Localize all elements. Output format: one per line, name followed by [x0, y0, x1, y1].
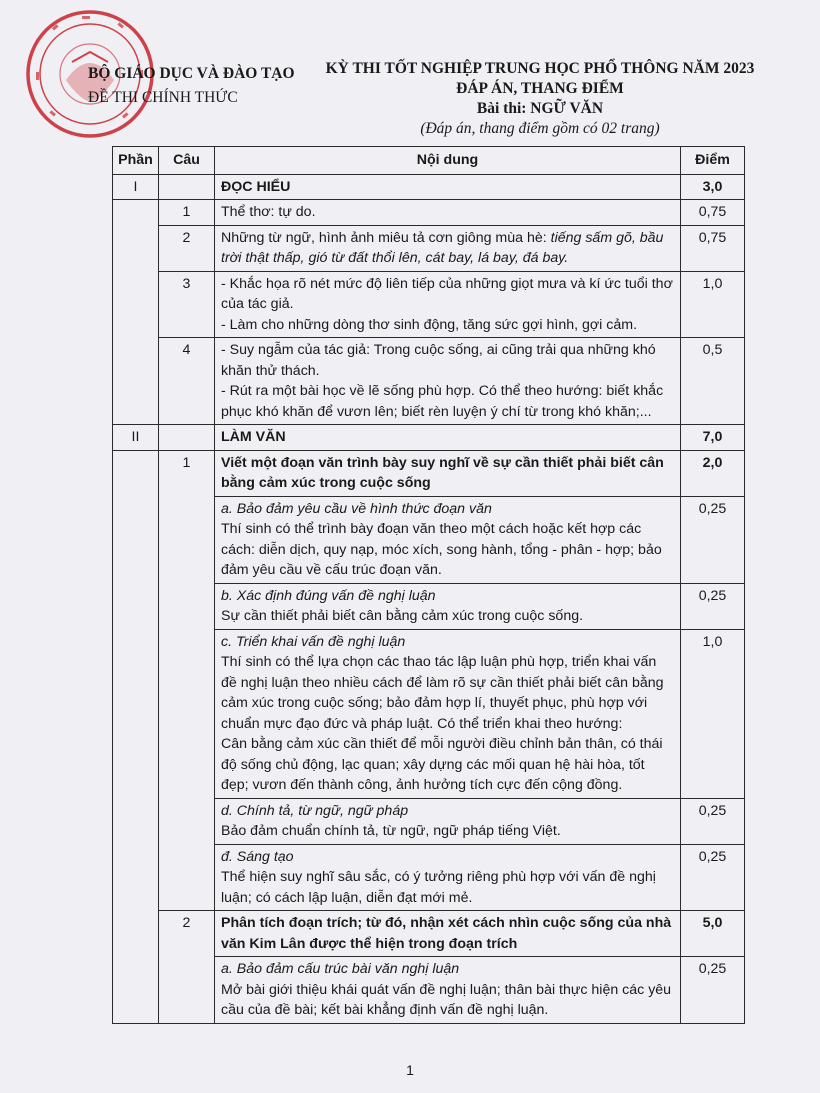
part-score: 7,0 — [681, 425, 745, 451]
criterion-score: 0,25 — [681, 583, 745, 629]
answer-title: ĐÁP ÁN, THANG ĐIỂM — [456, 80, 624, 97]
part-title: LÀM VĂN — [215, 425, 681, 451]
answer-text: Thể thơ: tự do. — [215, 200, 681, 226]
criterion-score: 0,25 — [681, 496, 745, 583]
criterion-heading: c. Triển khai vấn đề nghị luận — [221, 633, 406, 650]
part-number: I — [113, 174, 159, 200]
answer-line: - Rút ra một bài học về lẽ sống phù hợp. Có thể theo hướng: biết khắc phục khó khăn để vươn lên; biết rèn luyện ý chí từ trong khó khăn;... — [221, 383, 664, 420]
criterion-score: 0,25 — [681, 798, 745, 844]
criterion-body: Cân bằng cảm xúc cần thiết để mỗi người điều chỉnh bản thân, có thái độ sống chủ động, lạc quan; xây dựng các mối quan hệ hài hòa, tốt đẹp; vươn đến thành công, ảnh hưởng tích cực đến cộng đồng. — [221, 736, 663, 793]
question-number: 1 — [159, 450, 215, 911]
answer-line: - Suy ngẫm của tác giả: Trong cuộc sống, ai cũng trải qua những khó khăn thử thách. — [221, 342, 656, 379]
criterion-score: 0,25 — [681, 844, 745, 911]
empty-cell — [159, 425, 215, 451]
answer-cell — [215, 338, 681, 425]
answer-score: 0,75 — [681, 225, 745, 271]
criterion-score: 1,0 — [681, 629, 745, 798]
part-number: II — [113, 425, 159, 451]
question-number: 2 — [159, 225, 215, 271]
question-number: 2 — [159, 911, 215, 1024]
criterion-heading: b. Xác định đúng vấn đề nghị luận — [221, 587, 436, 604]
table-row — [113, 338, 745, 425]
answer-cell — [215, 225, 681, 271]
criterion-body: Thí sinh có thể trình bày đoạn văn theo một cách hoặc kết hợp các cách: diễn dịch, quy nạp, móc xích, song hành, tổng - phân - hợp; bảo đảm yêu cầu về cấu trúc đoạn văn. — [221, 521, 662, 578]
header-phan: Phần — [113, 147, 159, 175]
answer-score: 1,0 — [681, 271, 745, 338]
criterion-body: Thí sinh có thể lựa chọn các thao tác lập luận phù hợp, triển khai vấn đề nghị luận theo nhiều cách để làm rõ sự cần thiết phải biết cân bằng cảm xúc trong cuộc sống; bảo đảm hợp lí, thuyết phục, phù hợp với chuẩn mực đạo đức và pháp luật. Có thể triển khai theo hướng: — [221, 654, 664, 732]
question-score: 5,0 — [681, 911, 745, 957]
ministry-name: BỘ GIÁO DỤC VÀ ĐÀO TẠO — [88, 65, 295, 82]
exam-title: KỲ THI TỐT NGHIỆP TRUNG HỌC PHỔ THÔNG NĂM 2023 — [325, 60, 755, 77]
question-number: 4 — [159, 338, 215, 425]
question-title: Phân tích đoạn trích; từ đó, nhận xét cách nhìn cuộc sống của nhà văn Kim Lân được thể hiện trong đoạn trích — [215, 911, 681, 957]
criterion-heading: đ. Sáng tạo — [221, 848, 294, 865]
criterion-cell — [215, 798, 681, 844]
table-row — [113, 911, 745, 957]
subject-label: Bài thi: NGỮ VĂN — [476, 100, 604, 117]
part-title: ĐỌC HIỂU — [215, 174, 681, 200]
criterion-body: Bảo đảm chuẩn chính tả, từ ngữ, ngữ pháp tiếng Việt. — [221, 823, 561, 839]
table-row — [113, 271, 745, 338]
answer-table — [112, 146, 745, 1024]
answer-cell — [215, 271, 681, 338]
part-score: 3,0 — [681, 174, 745, 200]
criterion-cell — [215, 583, 681, 629]
answer-score: 0,75 — [681, 200, 745, 226]
question-number: 1 — [159, 200, 215, 226]
answer-score: 0,5 — [681, 338, 745, 425]
criterion-cell — [215, 629, 681, 798]
header-diem: Điểm — [681, 147, 745, 175]
official-exam-label: ĐỀ THI CHÍNH THỨC — [88, 89, 238, 106]
criterion-cell — [215, 844, 681, 911]
header-cau: Câu — [159, 147, 215, 175]
header-noidung: Nội dung — [215, 147, 681, 175]
table-row — [113, 200, 745, 226]
header-right — [320, 59, 760, 139]
question-title: Viết một đoạn văn trình bày suy nghĩ về sự cần thiết phải biết cân bằng cảm xúc trong cuộc sống — [215, 450, 681, 496]
criterion-cell — [215, 496, 681, 583]
table-header-row — [113, 147, 745, 175]
table-row — [113, 425, 745, 451]
empty-cell — [113, 450, 159, 1023]
empty-cell — [159, 174, 215, 200]
criterion-body: Thể hiện suy nghĩ sâu sắc, có ý tưởng riêng phù hợp với vấn đề nghị luận; có cách lập luận, diễn đạt mới mẻ. — [221, 869, 656, 906]
empty-cell — [113, 200, 159, 425]
page-count-note: (Đáp án, thang điểm gồm có 02 trang) — [420, 120, 660, 137]
criterion-heading: a. Bảo đảm yêu cầu về hình thức đoạn văn — [221, 500, 492, 517]
criterion-body: Sự cần thiết phải biết cân bằng cảm xúc trong cuộc sống. — [221, 608, 584, 624]
question-score: 2,0 — [681, 450, 745, 496]
table-row — [113, 450, 745, 496]
header-left — [88, 62, 308, 110]
criterion-score: 0,25 — [681, 957, 745, 1024]
answer-line: - Làm cho những dòng thơ sinh động, tăng sức gợi hình, gợi cảm. — [221, 316, 638, 333]
criterion-cell — [215, 957, 681, 1024]
criterion-body: Mở bài giới thiệu khái quát vấn đề nghị luận; thân bài thực hiện các yêu cầu của đề bài; kết bài khẳng định vấn đề nghị luận. — [221, 981, 672, 1018]
answer-text: Những từ ngữ, hình ảnh miêu tả cơn giông mùa hè: — [221, 229, 551, 246]
question-number: 3 — [159, 271, 215, 338]
answer-italic-text: tiếng sấm gõ, bầu trời thật thấp, gió từ đất thổi lên, cát bay, lá bay, đá bay. — [221, 229, 664, 266]
page-number: 1 — [406, 1062, 414, 1078]
criterion-heading: a. Bảo đảm cấu trúc bài văn nghị luận — [221, 961, 460, 977]
table-row — [113, 174, 745, 200]
criterion-heading: d. Chính tả, từ ngữ, ngữ pháp — [221, 802, 409, 819]
table-row — [113, 225, 745, 271]
answer-line: - Khắc họa rõ nét mức độ liên tiếp của những giọt mưa và kí ức tuổi thơ của tác giả. — [221, 275, 673, 312]
